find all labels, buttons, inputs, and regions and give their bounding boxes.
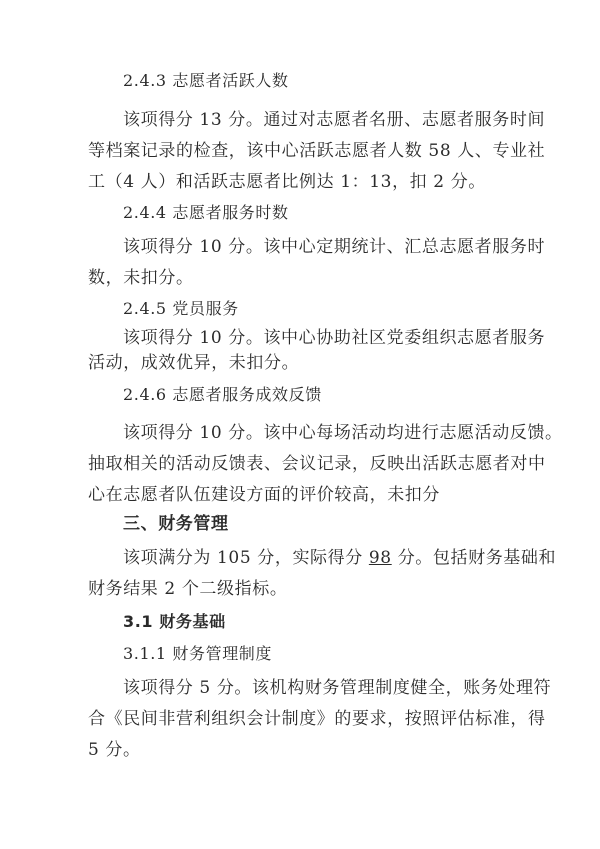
paragraph-line: 该项得分 10 分。该中心每场活动均进行志愿活动反馈。	[123, 423, 563, 443]
paragraph-line: 财务结果 2 个二级指标。	[88, 579, 288, 599]
subsubsection-title: 3.1.1 财务管理制度	[123, 644, 272, 663]
heading-2-4-3: 2.4.3 志愿者活跃人数	[123, 71, 289, 90]
summary-text: 分。包括财务基础和	[391, 548, 557, 568]
paragraph-line: 该项得分 10 分。该中心协助社区党委组织志愿者服务	[123, 328, 546, 348]
paragraph-line: 活动，成效优异，未扣分。	[88, 353, 300, 373]
heading-2-4-6: 2.4.6 志愿者服务成效反馈	[123, 385, 322, 404]
paragraph-line: 5 分。	[88, 740, 141, 760]
paragraph-line: 该项得分 10 分。该中心定期统计、汇总志愿者服务时	[123, 237, 546, 257]
summary-text: 该项满分为 105 分，实际得分	[123, 548, 369, 568]
paragraph-line: 抽取相关的活动反馈表、会议记录，反映出活跃志愿者对中	[88, 454, 546, 474]
finance-summary-line	[123, 547, 556, 569]
subsection-title: 3.1 财务基础	[123, 612, 226, 631]
paragraph-line: 该项得分 13 分。通过对志愿者名册、志愿者服务时间	[123, 110, 546, 130]
paragraph-line: 心在志愿者队伍建设方面的评价较高，未扣分	[88, 485, 440, 505]
paragraph-line: 该项得分 5 分。该机构财务管理制度健全，账务处理符	[123, 678, 552, 698]
paragraph-line: 合《民间非营利组织会计制度》的要求，按照评估标准，得	[88, 709, 546, 729]
paragraph-line: 数，未扣分。	[88, 268, 194, 288]
heading-2-4-5: 2.4.5 党员服务	[123, 299, 239, 318]
paragraph-line: 等档案记录的检查，该中心活跃志愿者人数 58 人、专业社	[88, 141, 546, 161]
paragraph-line: 工（4 人）和活跃志愿者比例达 1：13，扣 2 分。	[88, 172, 486, 192]
heading-2-4-4: 2.4.4 志愿者服务时数	[123, 203, 289, 222]
summary-score: 98	[368, 548, 392, 568]
section-title-finance: 三、财务管理	[123, 514, 229, 534]
